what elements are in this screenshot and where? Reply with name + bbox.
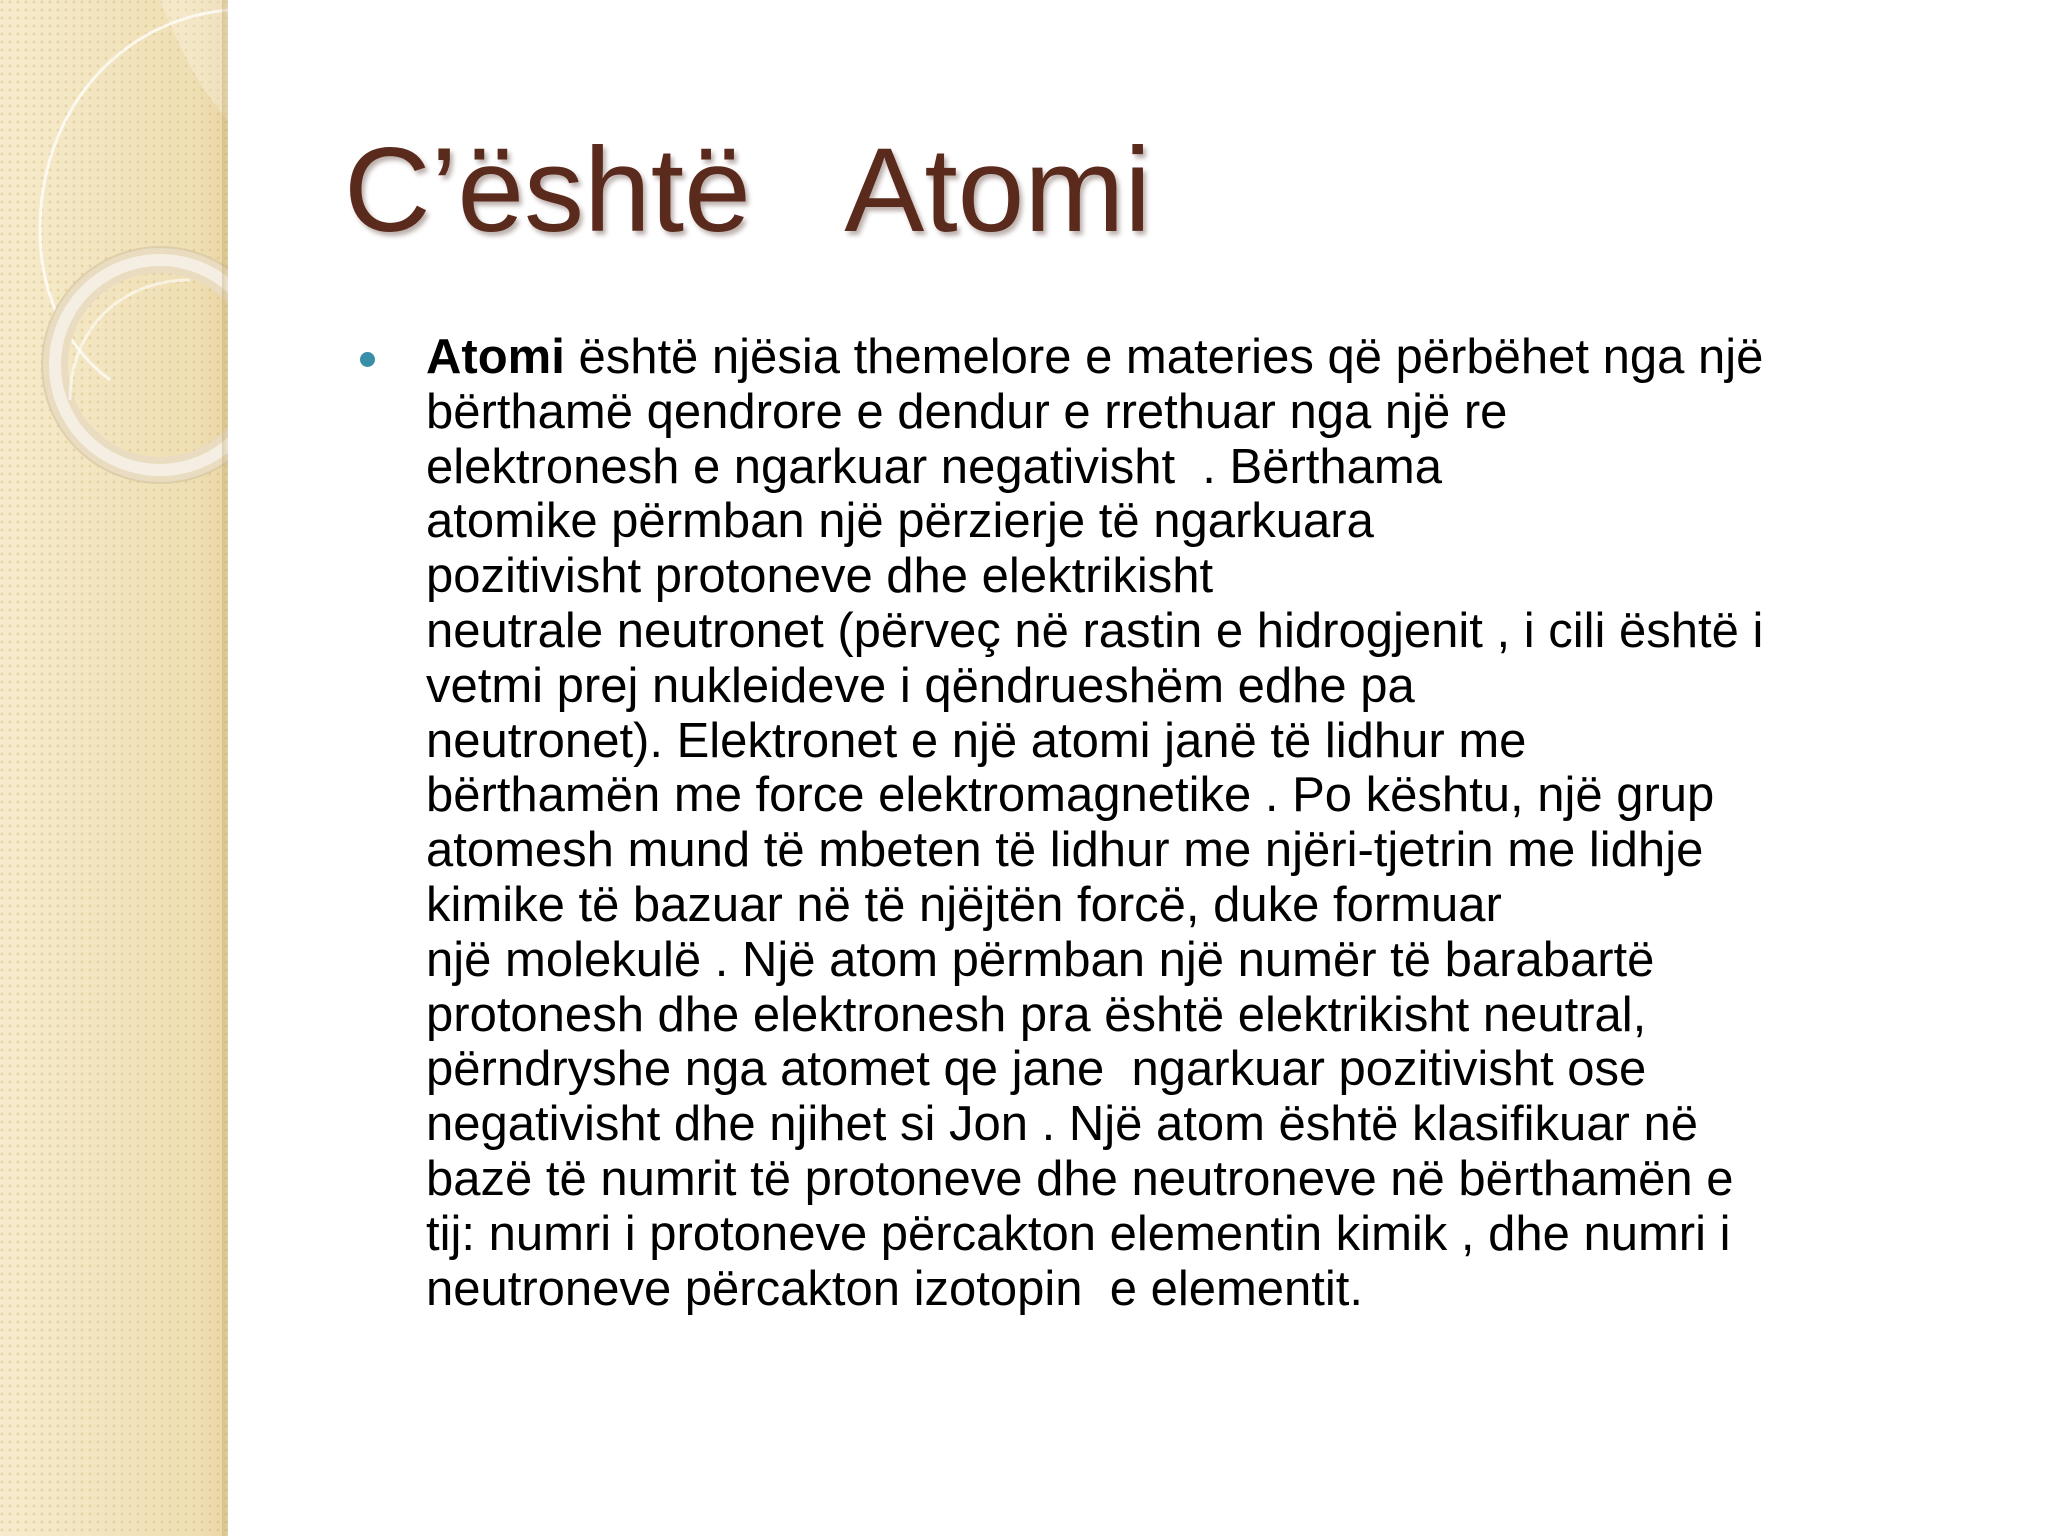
bullet-line: elektronesh e ngarkuar negativisht . Bërthama	[426, 439, 1442, 494]
bullet-paragraph	[426, 330, 2000, 1316]
bullet-line: përndryshe nga atomet qe jane ngarkuar pozitivisht ose	[426, 1042, 1647, 1097]
bullet-line: bërthamë qendrore e dendur e rrethuar nga një re	[426, 384, 1508, 439]
bullet-line: vetmi prej nukleideve i qëndrueshëm edhe pa	[426, 658, 1415, 713]
slide-content	[360, 330, 2000, 1316]
bullet-item	[360, 330, 2000, 1316]
bullet-line: bërthamën me force elektromagnetike . Po kështu, një grup	[426, 768, 1715, 823]
bullet-first-line-text: është njësia themelore e materies që përbëhet nga një	[564, 330, 1764, 384]
bullet-line: atomike përmban një përzierje të ngarkuara	[426, 494, 1374, 549]
bullet-line: kimike të bazuar në të njëjtën forcë, duke formuar	[426, 877, 1502, 932]
bullet-line	[426, 330, 2000, 385]
bullet-line: neutronet). Elektronet e një atomi janë të lidhur me	[426, 713, 1527, 768]
bullet-line: neutroneve përcakton izotopin e elementit.	[426, 1261, 1364, 1316]
bullet-term: Atomi	[426, 330, 565, 384]
strip-edge-shadow	[222, 0, 228, 1536]
bullet-line: pozitivisht protoneve dhe elektrikisht	[426, 549, 1214, 604]
decorative-rings-graphic	[0, 0, 228, 1536]
bullet-line: negativisht dhe njihet si Jon . Një atom është klasifikuar në	[426, 1097, 1698, 1152]
decorative-side-strip	[0, 0, 228, 1536]
slide-title: C’është Atomi	[344, 123, 1152, 257]
bullet-line: neutrale neutronet (përveç në rastin e hidrogjenit , i cili është i	[426, 603, 1764, 658]
bullet-dot-icon	[360, 352, 375, 367]
bullet-line: protonesh dhe elektronesh pra është elektrikisht neutral,	[426, 987, 1647, 1042]
bullet-line: atomesh mund të mbeten të lidhur me njëri-tjetrin me lidhje	[426, 823, 1704, 878]
bullet-line: tij: numri i protoneve përcakton elementin kimik , dhe numri i	[426, 1206, 1731, 1261]
bullet-line: një molekulë . Një atom përmban një numër të barabartë	[426, 932, 1655, 987]
bullet-line: bazë të numrit të protoneve dhe neutroneve në bërthamën e	[426, 1151, 1734, 1206]
